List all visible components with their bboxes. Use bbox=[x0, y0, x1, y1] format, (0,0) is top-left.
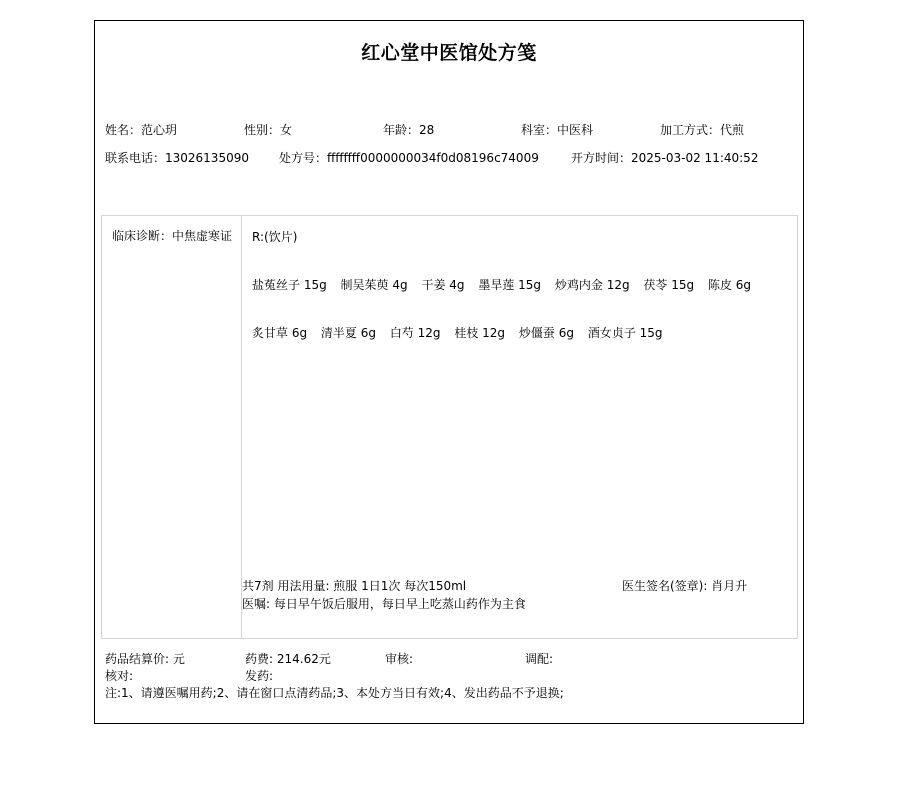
review-field: 审核: bbox=[385, 652, 414, 666]
column-divider bbox=[241, 216, 242, 638]
prescription-number: 处方号：ffffffff0000000034f0d08196c74009 bbox=[279, 151, 539, 165]
herb-item: 炙甘草 6g bbox=[252, 326, 308, 340]
dispense-field: 调配: bbox=[525, 652, 554, 666]
herb-item: 墨旱莲 15g bbox=[478, 278, 542, 292]
prescription-body bbox=[101, 215, 798, 639]
document-title: 红心堂中医馆处方笺 bbox=[361, 42, 537, 64]
herb-item: 白芍 12g bbox=[389, 326, 441, 340]
drug-fee: 药费: 214.62元 bbox=[245, 652, 331, 666]
prescription-sheet bbox=[94, 20, 804, 724]
contact-phone: 联系电话：13026135090 bbox=[105, 151, 249, 165]
herb-item: 盐菟丝子 15g bbox=[252, 278, 327, 292]
footer-row-2 bbox=[105, 668, 795, 685]
patient-name: 姓名：范心玥 bbox=[105, 123, 178, 137]
settlement-price: 药品结算价: 元 bbox=[105, 652, 185, 666]
check-field: 核对: bbox=[105, 669, 134, 683]
medical-advice: 医嘱: 每日早午饭后服用，每日早上吃蒸山药作为主食 bbox=[242, 597, 526, 611]
herb-list-row-1 bbox=[252, 276, 761, 293]
herb-item: 炒鸡内金 12g bbox=[554, 278, 630, 292]
prescription-time: 开方时间：2025-03-02 11:40:52 bbox=[571, 151, 759, 165]
issue-field: 发药: bbox=[245, 669, 274, 683]
usage-instructions bbox=[242, 577, 526, 613]
patient-gender: 性别：女 bbox=[244, 123, 293, 137]
herb-item: 制吴茱萸 4g bbox=[340, 278, 408, 292]
herb-item: 茯苓 15g bbox=[643, 278, 695, 292]
dosage-text: 共7剂 用法用量: 煎服 1日1次 每次150ml bbox=[242, 579, 467, 593]
herb-item: 炒僵蚕 6g bbox=[518, 326, 574, 340]
herb-item: 清半夏 6g bbox=[320, 326, 376, 340]
herb-item: 干姜 4g bbox=[421, 278, 465, 292]
clinical-diagnosis: 临床诊断：中焦虚寒证 bbox=[112, 229, 233, 243]
processing-method: 加工方式：代煎 bbox=[660, 123, 745, 137]
herb-item: 陈皮 6g bbox=[707, 278, 752, 292]
department: 科室：中医科 bbox=[521, 123, 594, 137]
rx-header: R:(饮片) bbox=[252, 230, 298, 244]
herb-item: 桂枝 12g bbox=[454, 326, 506, 340]
herb-item: 酒女贞子 15g bbox=[587, 326, 663, 340]
doctor-signature: 医生签名(签章): 肖月升 bbox=[622, 579, 748, 593]
footer-note: 注:1、请遵医嘱用药;2、请在窗口点清药品;3、本处方当日有效;4、发出药品不予退换; bbox=[105, 686, 564, 700]
patient-age: 年龄：28 bbox=[383, 123, 435, 137]
footer-row-1 bbox=[105, 651, 795, 668]
herb-list-row-2 bbox=[252, 324, 672, 341]
